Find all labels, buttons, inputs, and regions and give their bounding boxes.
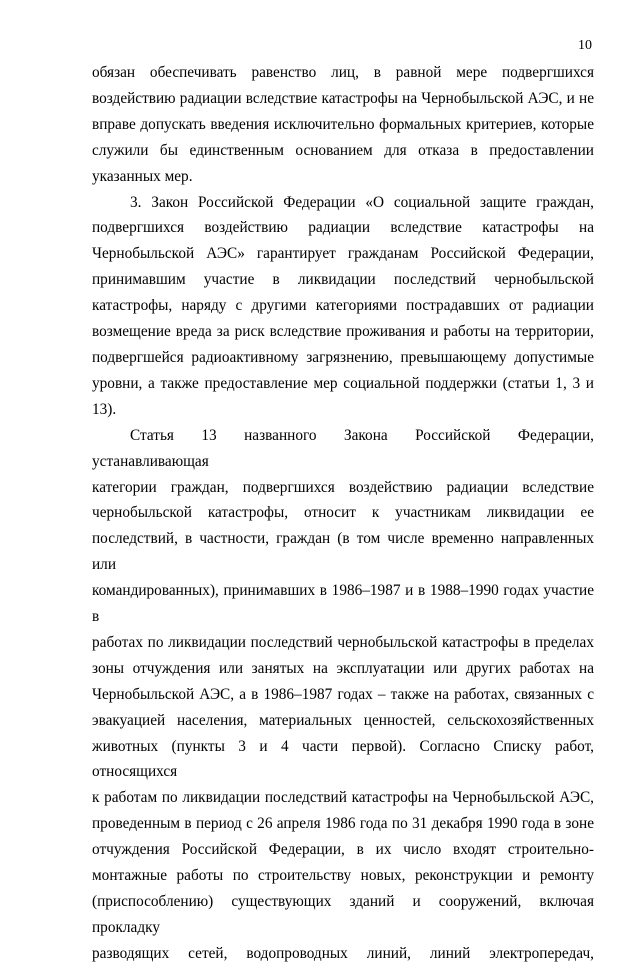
paragraph-2 [92,190,594,423]
text-line: вправе допускать введения исключительно формальных критериев, которые [92,115,594,133]
text-line: эвакуацией населения, материальных ценностей, сельскохозяйственных [92,711,594,729]
text-line: принимавшим участие в ликвидации последствий чернобыльской [92,271,594,289]
text-line: возмещение вреда за риск вследствие проживания и работы на территории, [92,323,594,341]
text-line: категории граждан, подвергшихся воздействию радиации вследствие [92,478,594,496]
text-line: Чернобыльской АЭС, а в 1986–1987 годах – также на работах, связанных с [92,685,594,703]
paragraph-3 [92,423,594,967]
document-body [92,60,594,967]
text-line: чернобыльской катастрофы, относит к участникам ликвидации ее [92,504,594,522]
text-line: животных (пункты 3 и 4 части первой). Согласно Списку работ, относящихся [92,737,594,781]
text-line: 3. Закон Российской Федерации «О социальной защите граждан, [130,193,594,211]
page-number: 10 [578,38,592,53]
text-line: последствий, в частности, граждан (в том числе временно направленных или [92,530,594,574]
text-line: работах по ликвидации последствий чернобыльской катастрофы в пределах [92,633,594,651]
text-line: уровни, а также предоставление мер социальной поддержки (статьи 1, 3 и 13). [92,374,594,418]
text-line: командированных), принимавших в 1986–1987 и в 1988–1990 годах участие в [92,582,594,626]
text-line: (приспособлению) существующих зданий и сооружений, включая прокладку [92,893,594,936]
text-line: служили бы единственным основанием для отказа в предоставлении [92,141,594,159]
text-line: зоны отчуждения или занятых на эксплуатации или других работах на [92,659,594,677]
paragraph-1 [92,60,594,190]
text-line: подвергшейся радиоактивному загрязнению, превышающему допустимые [92,348,594,366]
text-line: воздействию радиации вследствие катастрофы на Чернобыльской АЭС, и не [92,89,594,107]
text-line: к работам по ликвидации последствий катастрофы на Чернобыльской АЭС, [92,789,594,807]
text-line: катастрофы, наряду с другими категориями пострадавших от радиации [92,297,594,315]
text-line: обязан обеспечивать равенство лиц, в равной мере подвергшихся [92,64,594,81]
text-line: указанных мер. [92,167,193,185]
text-line: Чернобыльской АЭС» гарантирует гражданам Российской Федерации, [92,245,594,263]
text-line: монтажные работы по строительству новых, реконструкции и ремонту [92,867,594,885]
text-line: Статья 13 названного Закона Российской Федерации, устанавливающая [92,426,594,470]
text-line: отчуждения Российской Федерации, в их число входят строительно- [92,841,594,859]
text-line: подвергшихся воздействию радиации вследствие катастрофы на [92,219,594,237]
text-line: разводящих сетей, водопроводных линий, линий электропередач, [92,944,594,962]
text-line: проведенным в период с 26 апреля 1986 года по 31 декабря 1990 года в зоне [92,815,594,833]
